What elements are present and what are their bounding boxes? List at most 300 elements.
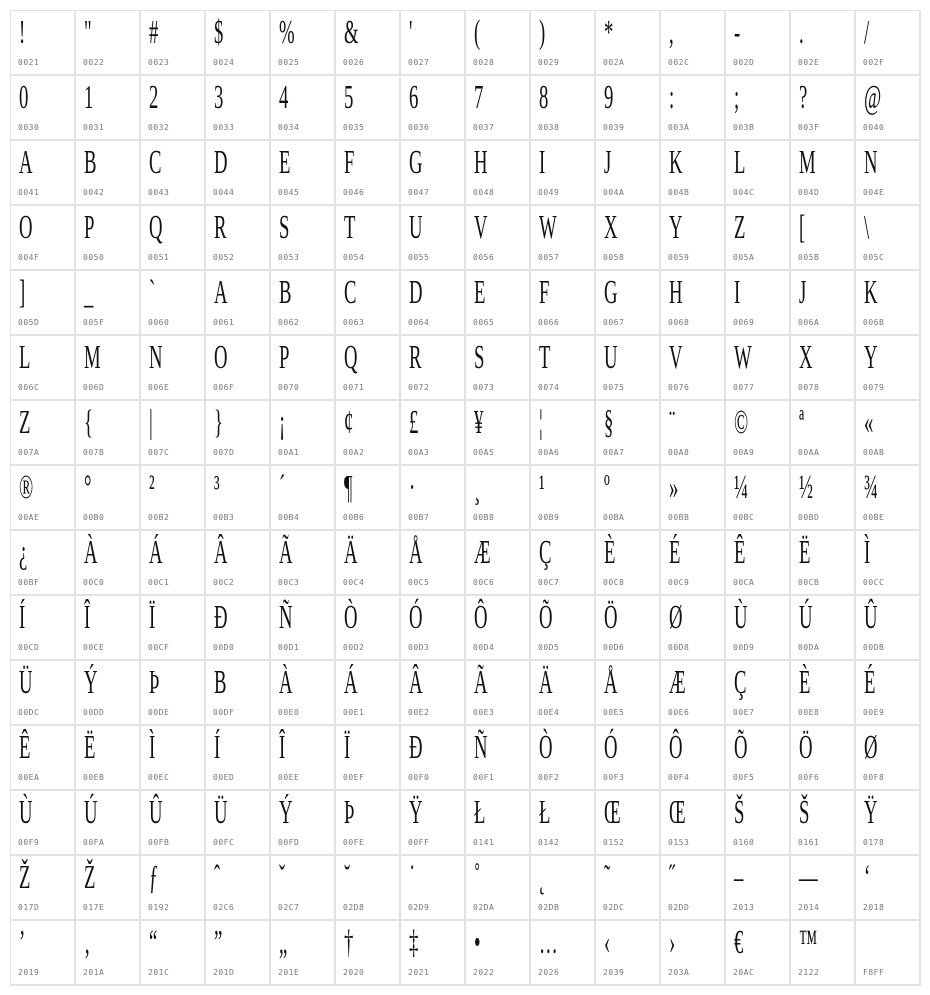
glyph-char: † [344, 924, 354, 961]
glyph-char: Ç [539, 534, 552, 571]
glyph-cell [11, 661, 76, 726]
glyph-char: Ž [84, 859, 96, 896]
glyph-char: ³ [214, 469, 220, 506]
glyph-char: » [669, 469, 679, 506]
glyph-char: Í [214, 729, 221, 766]
glyph-cell [11, 921, 76, 986]
glyph-code: 017E [83, 903, 105, 912]
glyph-code: 0028 [473, 58, 495, 67]
glyph-char: @ [864, 79, 882, 116]
glyph-char: © [734, 404, 749, 441]
glyph-char: „ [279, 924, 288, 961]
glyph-cell [336, 206, 401, 271]
glyph-char: Ú [84, 794, 98, 831]
glyph-code: 0059 [668, 253, 690, 262]
glyph-char: Š [734, 794, 745, 831]
glyph-cell [206, 206, 271, 271]
glyph-char: ¥ [474, 404, 484, 441]
glyph-char: _ [84, 274, 94, 311]
glyph-cell [206, 76, 271, 141]
glyph-cell [856, 401, 921, 466]
glyph-code: 00E4 [538, 708, 560, 717]
glyph-char: É [669, 534, 681, 571]
glyph-char: Ñ [279, 599, 293, 636]
glyph-char: 5 [344, 79, 354, 116]
glyph-code: 2122 [798, 968, 820, 977]
glyph-code: 0074 [538, 383, 560, 392]
glyph-code: 0060 [148, 318, 170, 327]
glyph-code: 00BD [798, 513, 820, 522]
glyph-char: % [279, 14, 295, 51]
glyph-char: Ô [474, 599, 488, 636]
glyph-char: V [669, 339, 683, 376]
glyph-cell [206, 141, 271, 206]
glyph-char: A [19, 144, 33, 181]
glyph-code: 003A [668, 123, 690, 132]
glyph-code: 0077 [733, 383, 755, 392]
glyph-char: ¸ [474, 469, 481, 506]
glyph-cell [141, 336, 206, 401]
glyph-char: T [344, 209, 356, 246]
glyph-cell [141, 596, 206, 661]
glyph-char: Ÿ [409, 794, 423, 831]
glyph-cell [401, 596, 466, 661]
glyph-cell [661, 271, 726, 336]
glyph-code: 0063 [343, 318, 365, 327]
glyph-char: Û [149, 794, 163, 831]
glyph-cell [531, 141, 596, 206]
glyph-char: Á [149, 534, 163, 571]
glyph-code: 0021 [18, 58, 40, 67]
glyph-char: Œ [669, 794, 686, 831]
glyph-code: 0064 [408, 318, 430, 327]
glyph-char: Æ [669, 664, 686, 701]
glyph-code: 00DA [798, 643, 820, 652]
glyph-cell [336, 531, 401, 596]
glyph-code: 00CC [863, 578, 885, 587]
glyph-cell [856, 336, 921, 401]
glyph-cell [11, 141, 76, 206]
glyph-cell [531, 336, 596, 401]
glyph-cell [726, 336, 791, 401]
glyph-code: 00F3 [603, 773, 625, 782]
glyph-char: H [474, 144, 488, 181]
glyph-cell [336, 921, 401, 986]
glyph-code: 0076 [668, 383, 690, 392]
glyph-char: È [799, 664, 811, 701]
glyph-code: 00C4 [343, 578, 365, 587]
glyph-char: I [734, 274, 741, 311]
glyph-code: 00D2 [343, 643, 365, 652]
glyph-cell [141, 921, 206, 986]
glyph-char: Å [409, 534, 423, 571]
glyph-char: X [604, 209, 618, 246]
glyph-code: 0041 [18, 188, 40, 197]
glyph-char: K [864, 274, 878, 311]
glyph-cell [726, 596, 791, 661]
glyph-cell [791, 466, 856, 531]
glyph-char: F [344, 144, 355, 181]
glyph-code: 0045 [278, 188, 300, 197]
glyph-char: È [604, 534, 616, 571]
glyph-char: … [539, 924, 558, 961]
glyph-char: ' [409, 14, 413, 51]
glyph-char: ¶ [344, 469, 353, 506]
glyph-char: Œ [604, 794, 621, 831]
glyph-cell [596, 856, 661, 921]
glyph-char: Ç [734, 664, 747, 701]
glyph-code: 02DB [538, 903, 560, 912]
glyph-cell [466, 271, 531, 336]
glyph-code: 00B9 [538, 513, 560, 522]
glyph-cell [856, 791, 921, 856]
glyph-code: 00D4 [473, 643, 495, 652]
glyph-code: 00D0 [213, 643, 235, 652]
glyph-char: W [539, 209, 557, 246]
glyph-cell [76, 661, 141, 726]
glyph-char: Ù [734, 599, 748, 636]
glyph-char: ” [214, 924, 223, 961]
glyph-code: 02DC [603, 903, 625, 912]
glyph-cell [401, 206, 466, 271]
glyph-char: M [84, 339, 101, 376]
glyph-code: 0073 [473, 383, 495, 392]
glyph-char: Q [149, 209, 163, 246]
glyph-cell [76, 76, 141, 141]
glyph-code: 00A1 [278, 448, 300, 457]
glyph-code: 0067 [603, 318, 625, 327]
glyph-char: ® [19, 469, 34, 506]
glyph-cell [336, 401, 401, 466]
glyph-cell [856, 596, 921, 661]
glyph-code: 0034 [278, 123, 300, 132]
glyph-char: Q [344, 339, 358, 376]
glyph-code: 00A7 [603, 448, 625, 457]
glyph-cell [466, 596, 531, 661]
glyph-char: ˇ [279, 859, 286, 896]
glyph-cell [206, 336, 271, 401]
glyph-char: ! [19, 14, 26, 51]
glyph-code: 0066 [538, 318, 560, 327]
glyph-cell [726, 401, 791, 466]
glyph-code: 005C [863, 253, 885, 262]
glyph-char: ] [19, 274, 26, 311]
glyph-code: 0075 [603, 383, 625, 392]
glyph-grid [10, 10, 921, 986]
glyph-cell [856, 466, 921, 531]
glyph-cell [466, 141, 531, 206]
glyph-cell [531, 726, 596, 791]
glyph-char: Í [19, 599, 26, 636]
glyph-char: À [279, 664, 293, 701]
glyph-char: À [84, 534, 98, 571]
glyph-cell [141, 11, 206, 76]
glyph-char: £ [409, 404, 419, 441]
glyph-cell [466, 661, 531, 726]
glyph-cell [11, 531, 76, 596]
glyph-code: 0053 [278, 253, 300, 262]
glyph-char: \ [864, 209, 870, 246]
glyph-cell [596, 921, 661, 986]
glyph-char: Ô [669, 729, 683, 766]
glyph-cell [401, 726, 466, 791]
glyph-char: ˝ [669, 859, 676, 896]
glyph-code: 00F0 [408, 773, 430, 782]
glyph-cell [11, 466, 76, 531]
glyph-code: 0141 [473, 838, 495, 847]
glyph-cell [141, 401, 206, 466]
glyph-char: I [539, 144, 546, 181]
glyph-code: 0026 [343, 58, 365, 67]
glyph-code: 00CA [733, 578, 755, 587]
glyph-cell [11, 271, 76, 336]
glyph-code: 006B [863, 318, 885, 327]
glyph-cell [791, 401, 856, 466]
glyph-cell [336, 336, 401, 401]
glyph-char: Ì [864, 534, 871, 571]
glyph-char: " [84, 14, 92, 51]
glyph-code: 0032 [148, 123, 170, 132]
glyph-code: 00C7 [538, 578, 560, 587]
glyph-code: 0035 [343, 123, 365, 132]
glyph-cell [596, 271, 661, 336]
glyph-code: 00AB [863, 448, 885, 457]
glyph-char: Ð [214, 599, 228, 636]
glyph-code: 00D9 [733, 643, 755, 652]
glyph-cell [596, 336, 661, 401]
glyph-char: H [669, 274, 683, 311]
glyph-char: ˛ [539, 859, 546, 896]
glyph-char: G [604, 274, 618, 311]
glyph-code: 0044 [213, 188, 235, 197]
glyph-char: K [669, 144, 683, 181]
glyph-char: Î [279, 729, 286, 766]
glyph-code: 2021 [408, 968, 430, 977]
glyph-cell [531, 921, 596, 986]
glyph-code: 00AA [798, 448, 820, 457]
glyph-char: ¨ [669, 404, 676, 441]
glyph-cell [11, 856, 76, 921]
glyph-cell [661, 466, 726, 531]
glyph-cell [531, 596, 596, 661]
glyph-char: ½ [799, 469, 814, 506]
glyph-cell [336, 596, 401, 661]
glyph-cell [596, 596, 661, 661]
glyph-char: Ä [539, 664, 553, 701]
glyph-code: 201D [213, 968, 235, 977]
glyph-code: 00A9 [733, 448, 755, 457]
glyph-code: 004C [733, 188, 755, 197]
glyph-cell [531, 531, 596, 596]
glyph-cell [531, 661, 596, 726]
glyph-cell [856, 271, 921, 336]
glyph-cell [791, 141, 856, 206]
glyph-code: 0160 [733, 838, 755, 847]
glyph-cell [401, 141, 466, 206]
glyph-char: ª [799, 404, 805, 441]
glyph-cell [856, 11, 921, 76]
glyph-code: 00A8 [668, 448, 690, 457]
glyph-cell [401, 921, 466, 986]
glyph-cell [206, 661, 271, 726]
glyph-cell [11, 336, 76, 401]
glyph-cell [76, 921, 141, 986]
glyph-cell [661, 531, 726, 596]
glyph-code: 00F5 [733, 773, 755, 782]
glyph-cell [596, 466, 661, 531]
glyph-code: 003B [733, 123, 755, 132]
glyph-char: Ð [409, 729, 423, 766]
glyph-code: 0054 [343, 253, 365, 262]
glyph-cell [141, 466, 206, 531]
glyph-code: 00DD [83, 708, 105, 717]
glyph-char: P [84, 209, 95, 246]
glyph-char: C [344, 274, 357, 311]
glyph-cell [856, 76, 921, 141]
glyph-char: J [604, 144, 612, 181]
glyph-code: 00CB [798, 578, 820, 587]
glyph-char: S [474, 339, 485, 376]
glyph-char: C [149, 144, 162, 181]
glyph-char: Y [864, 339, 878, 376]
glyph-cell [206, 921, 271, 986]
glyph-code: 00B3 [213, 513, 235, 522]
glyph-cell [531, 271, 596, 336]
glyph-char: B [214, 664, 227, 701]
glyph-char: E [474, 274, 486, 311]
glyph-char: · [409, 469, 416, 506]
glyph-code: 0065 [473, 318, 495, 327]
glyph-code: 00C5 [408, 578, 430, 587]
glyph-char: O [19, 209, 33, 246]
glyph-cell [76, 791, 141, 856]
glyph-code: 0079 [863, 383, 885, 392]
glyph-code: 005A [733, 253, 755, 262]
glyph-cell [141, 856, 206, 921]
glyph-code: 0192 [148, 903, 170, 912]
glyph-cell [11, 726, 76, 791]
glyph-cell [11, 401, 76, 466]
glyph-char: A [214, 274, 228, 311]
glyph-char: 1 [84, 79, 94, 116]
glyph-code: 00EA [18, 773, 40, 782]
glyph-code: 00F2 [538, 773, 560, 782]
glyph-char: Õ [734, 729, 748, 766]
glyph-cell [791, 661, 856, 726]
glyph-code: 00E8 [798, 708, 820, 717]
glyph-cell [336, 271, 401, 336]
glyph-code: 00FF [408, 838, 430, 847]
glyph-char: “ [149, 924, 158, 961]
glyph-cell [661, 141, 726, 206]
glyph-char: : [669, 79, 675, 116]
glyph-char: Ï [149, 599, 156, 636]
glyph-char: Ó [604, 729, 618, 766]
glyph-cell [596, 661, 661, 726]
glyph-char: – [734, 859, 744, 896]
glyph-cell [466, 531, 531, 596]
glyph-code: 00CF [148, 643, 170, 652]
glyph-char: N [864, 144, 878, 181]
glyph-cell [466, 206, 531, 271]
glyph-char: Ú [799, 599, 813, 636]
glyph-code: 002F [863, 58, 885, 67]
glyph-code: 00C6 [473, 578, 495, 587]
glyph-cell [791, 206, 856, 271]
glyph-cell [531, 11, 596, 76]
glyph-cell [466, 856, 531, 921]
glyph-char: 0 [19, 79, 29, 116]
glyph-code: 007B [83, 448, 105, 457]
glyph-char: Þ [344, 794, 355, 831]
glyph-code: 00E5 [603, 708, 625, 717]
glyph-char: Ÿ [864, 794, 878, 831]
glyph-code: 00DC [18, 708, 40, 717]
glyph-cell [661, 11, 726, 76]
glyph-cell [336, 76, 401, 141]
glyph-cell [141, 141, 206, 206]
glyph-cell [466, 921, 531, 986]
glyph-cell [661, 76, 726, 141]
glyph-code: 00E2 [408, 708, 430, 717]
glyph-code: 0052 [213, 253, 235, 262]
glyph-cell [271, 466, 336, 531]
glyph-cell [531, 856, 596, 921]
glyph-code: 00EB [83, 773, 105, 782]
glyph-code: 2020 [343, 968, 365, 977]
glyph-code: 02C6 [213, 903, 235, 912]
glyph-code: 00FA [83, 838, 105, 847]
glyph-cell [856, 661, 921, 726]
glyph-code: 00A5 [473, 448, 495, 457]
glyph-char: T [539, 339, 551, 376]
glyph-char: 3 [214, 79, 224, 116]
glyph-char: Ê [19, 729, 31, 766]
glyph-code: 2019 [18, 968, 40, 977]
glyph-cell [466, 726, 531, 791]
glyph-char: Á [344, 664, 358, 701]
glyph-char: Ö [604, 599, 618, 636]
glyph-char: Ł [474, 794, 486, 831]
glyph-cell [661, 726, 726, 791]
glyph-code: 00D8 [668, 643, 690, 652]
glyph-cell [596, 141, 661, 206]
glyph-char: ° [84, 469, 92, 506]
glyph-cell [271, 141, 336, 206]
glyph-cell [791, 791, 856, 856]
glyph-code: 006D [83, 383, 105, 392]
glyph-char: E [279, 144, 291, 181]
glyph-cell [206, 726, 271, 791]
glyph-cell [11, 791, 76, 856]
glyph-code: 00C2 [213, 578, 235, 587]
glyph-code: 0068 [668, 318, 690, 327]
glyph-cell [791, 856, 856, 921]
glyph-code: 004F [18, 253, 40, 262]
glyph-char: ˜ [604, 859, 611, 896]
glyph-code: 007D [213, 448, 235, 457]
glyph-char: § [604, 404, 614, 441]
glyph-char: D [214, 144, 228, 181]
glyph-code: 00F8 [863, 773, 885, 782]
glyph-char: ˙ [409, 859, 416, 896]
glyph-code: 0055 [408, 253, 430, 262]
glyph-char: { [84, 404, 93, 441]
glyph-cell [336, 11, 401, 76]
glyph-code: 00F6 [798, 773, 820, 782]
glyph-cell [271, 271, 336, 336]
glyph-cell [466, 11, 531, 76]
